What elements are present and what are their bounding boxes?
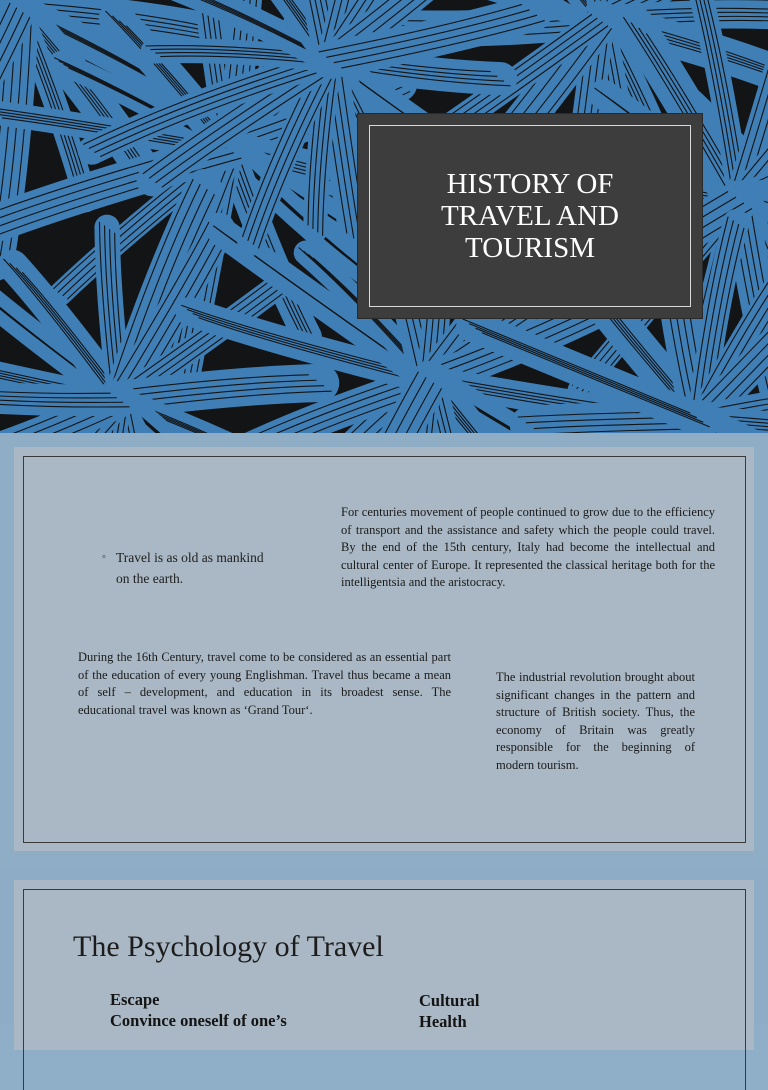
motive-item: Convince oneself of one’s [110,1011,287,1030]
motive-item: Cultural [419,991,480,1010]
slide-title: HISTORY OF TRAVEL AND TOURISM [440,168,620,264]
paragraph-grand-tour: During the 16th Century, travel come to be considered as an essential part of the education of every young Englishman. Travel thus became a mean of self – development, and education in its broadest sense. The educational travel was known as ‘Grand Tour‘. [78,650,451,717]
motives-left-column [110,989,287,1031]
content-panel [14,447,754,851]
bullet-circle-icon: ◦ [102,551,106,563]
title-frame [369,125,691,307]
paragraph-industrial-revolution: The industrial revolution brought about significant changes in the pattern and structure of British society. Thus, the economy of Britain was greatly responsible for the beginning of modern tourism. [496,670,695,772]
bullet-item [100,547,276,589]
motive-item: Escape [110,990,160,1009]
bullet-text: Travel is as old as mankind on the earth. [116,550,264,586]
title-slide [0,0,768,433]
psychology-slide [0,866,768,1031]
title-box [358,114,702,318]
motive-item: Health [419,1012,467,1031]
psychology-title: The Psychology of Travel [73,930,384,963]
motives-right-column [419,990,480,1032]
paragraph-renaissance: For centuries movement of people continued to grow due to the efficiency of transport and the assistance and safety which the people could travel. By the end of the 15th century, Italy had become the intellectual and cultural center of Europe. It represented the classical heritage both for the intelligentsia and the aristocracy. [341,505,715,589]
history-slide [0,433,768,866]
